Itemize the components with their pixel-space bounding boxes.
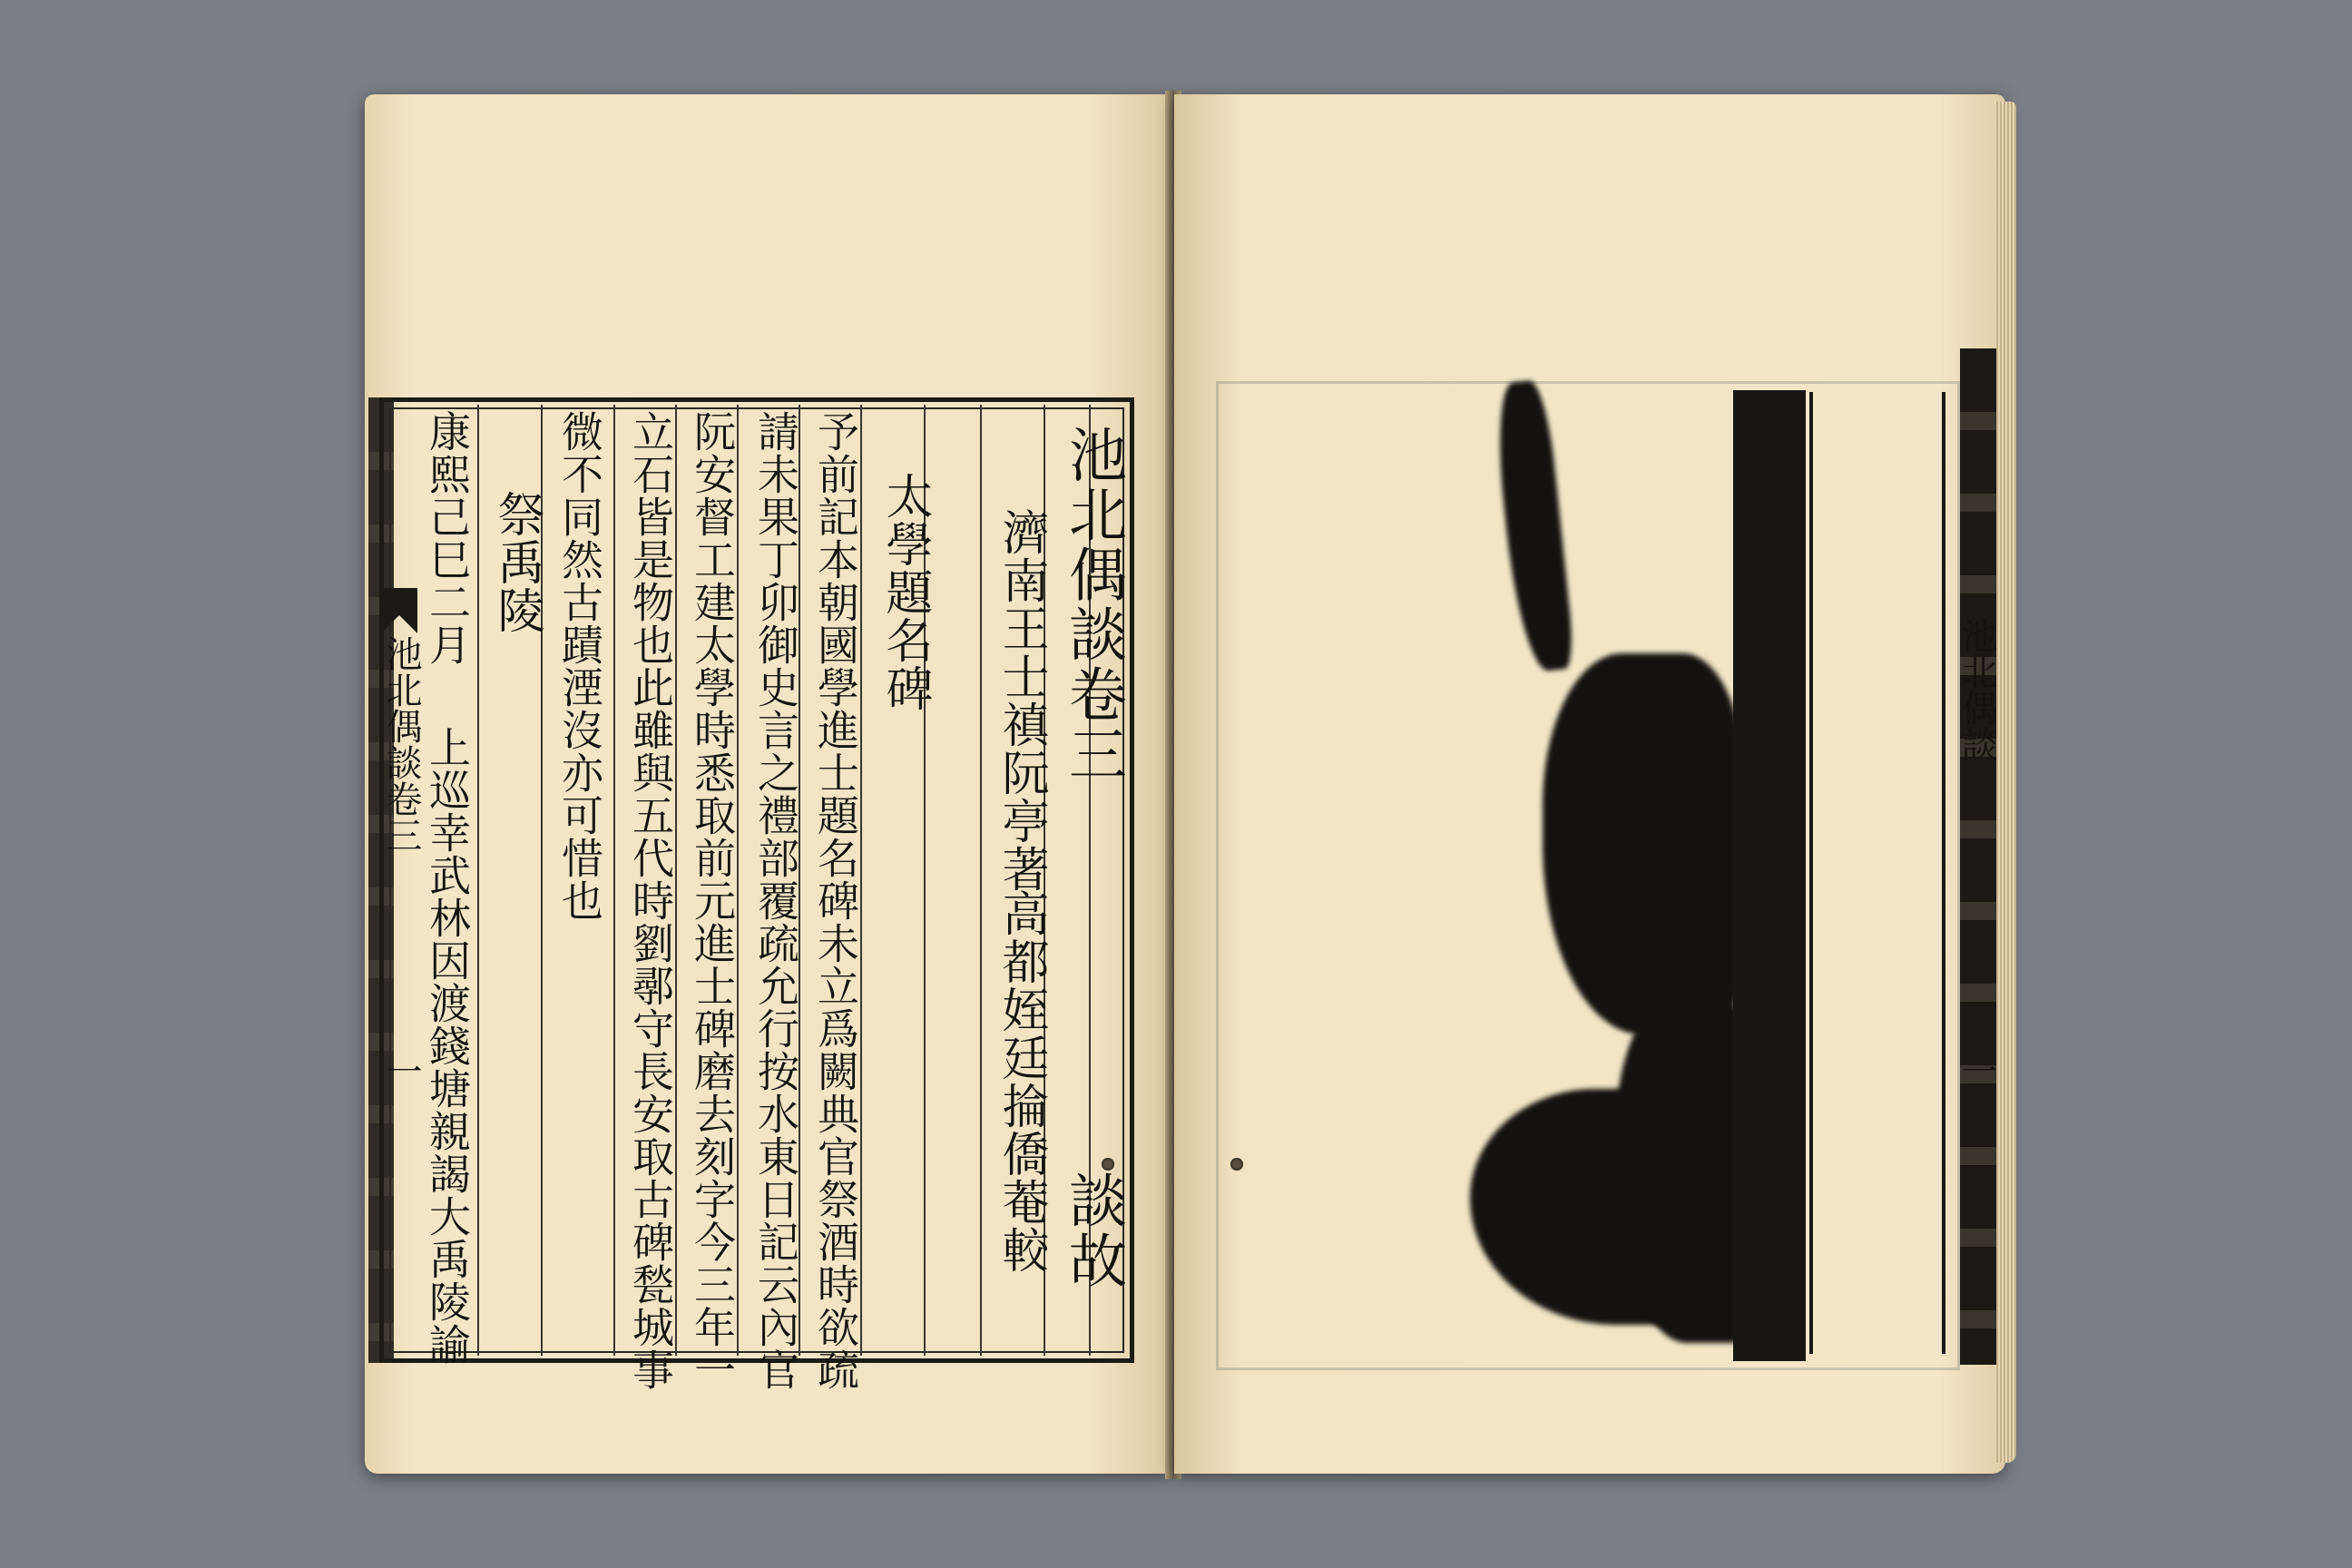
binding-hole <box>1102 1158 1114 1171</box>
column-rule <box>980 405 982 1356</box>
author-line: 濟南王士禛阮亭著 <box>994 508 1048 893</box>
column-rule <box>613 405 615 1356</box>
column-rule <box>477 405 479 1356</box>
text-line: 康熙己巳二月 <box>423 410 472 666</box>
book-title: 池北偶談卷三 <box>1059 425 1126 784</box>
bleed-through-text <box>1316 417 1367 599</box>
text-line: 阮安督工建太學時悉取前元進士碑磨去刻字今三年一 <box>688 410 737 1391</box>
right-margin-strip <box>1960 348 1996 1365</box>
ink-smear <box>1543 653 1742 1034</box>
right-ink-band <box>1733 390 1806 1361</box>
section-label: 談故 <box>1059 1171 1126 1290</box>
text-line: 上巡幸武林因渡錢塘親謁大禹陵諭 <box>423 726 472 1366</box>
entry-heading: 祭禹陵 <box>489 490 544 634</box>
margin-page-number: 一 <box>380 1053 422 1089</box>
right-margin-page-number: 一 <box>1955 1053 1997 1089</box>
entry-heading: 太學題名碑 <box>877 472 932 712</box>
text-line: 微不同然古蹟湮沒亦可惜也 <box>555 410 604 922</box>
margin-title: 池北偶談卷三 <box>380 635 422 853</box>
right-outer-column <box>1809 392 1945 1354</box>
right-margin-title: 池北偶談 <box>1955 617 1997 762</box>
text-line: 予前記本朝國學進士題名碑未立爲闕典官祭酒時欲疏 <box>811 410 860 1391</box>
editor-line: 高都姪廷掄僑菴較 <box>994 889 1048 1274</box>
text-line: 請未果丁卯御史言之禮部覆疏允行按水東日記云內官 <box>751 410 800 1391</box>
text-line: 立石皆是物也此雖與五代時劉鄩守長安取古碑甃城事 <box>626 410 675 1391</box>
page-edges <box>1994 102 2016 1463</box>
